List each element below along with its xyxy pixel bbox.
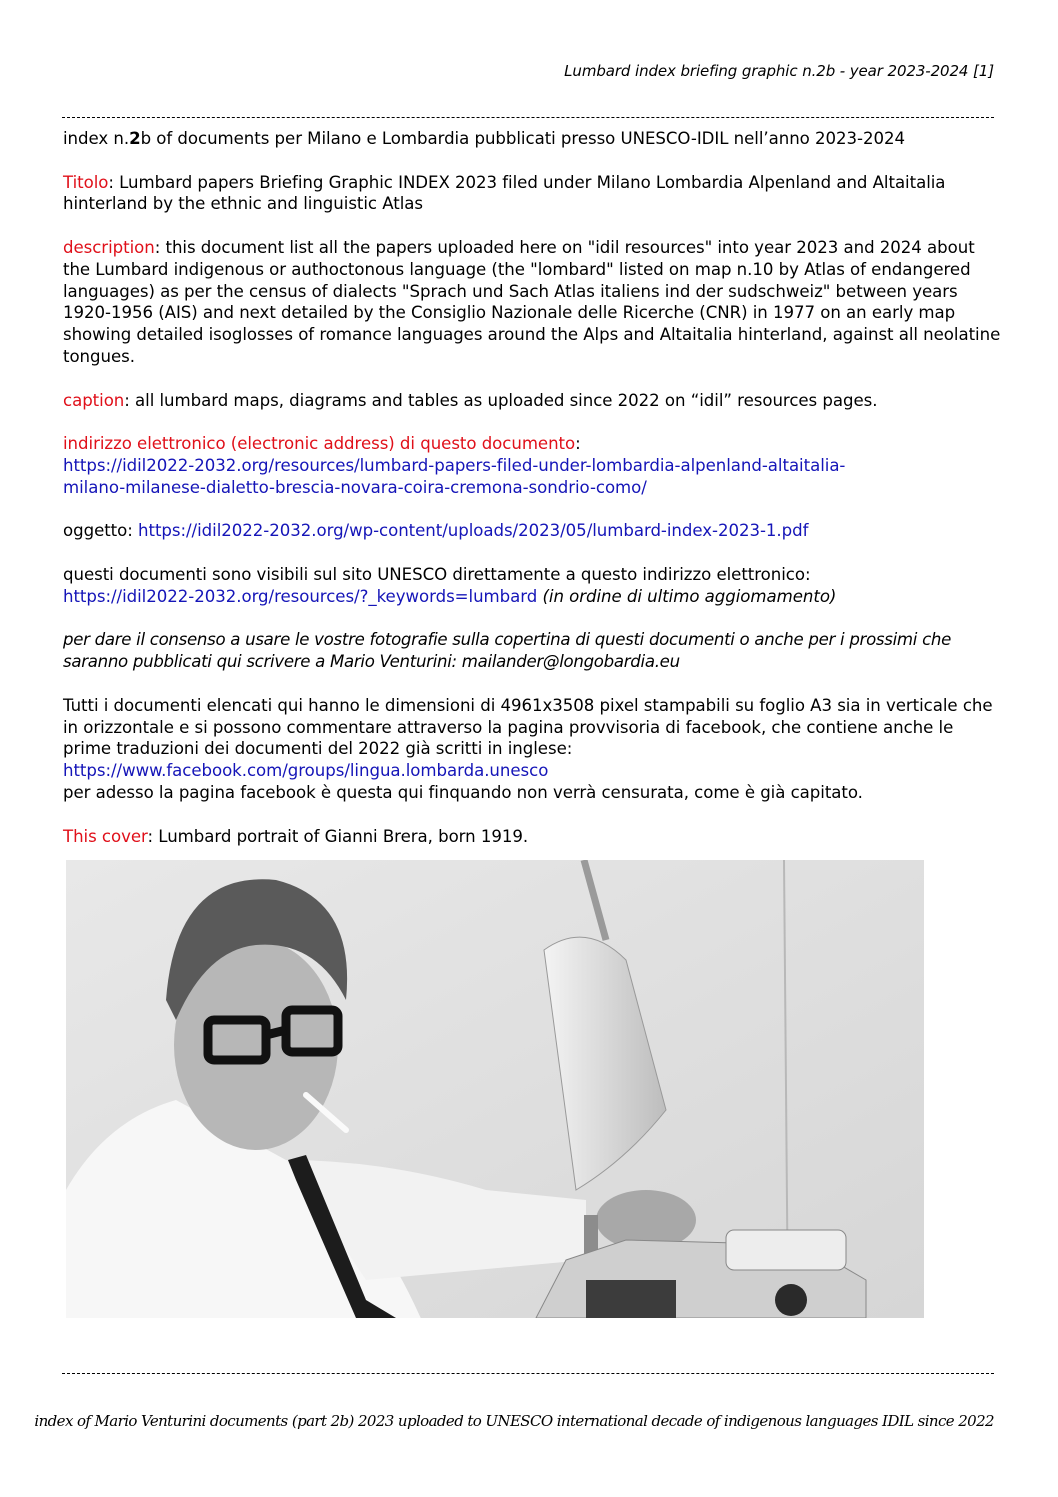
document-body	[63, 128, 1003, 869]
cover-label: This cover	[63, 826, 148, 846]
visibility-paragraph	[63, 564, 1003, 608]
oggetto-label: oggetto:	[63, 521, 139, 541]
resources-search-link[interactable]: https://idil2022-2032.org/resources/?_keywords=lumbard	[63, 586, 538, 606]
dimensions-paragraph	[63, 695, 1003, 804]
description-paragraph	[63, 237, 1003, 368]
address-paragraph	[63, 433, 1003, 498]
wristwatch	[584, 1215, 598, 1255]
document-url-link[interactable]	[63, 456, 845, 497]
document-url-line2[interactable]: milano-milanese-dialetto-brescia-novara-coira-cremona-sondrio-como/	[63, 477, 647, 497]
portrait-illustration	[66, 860, 924, 1318]
running-header: Lumbard index briefing graphic n.2b - year 2023-2024 [1]	[564, 62, 994, 80]
facebook-group-link[interactable]: https://www.facebook.com/groups/lingua.lombarda.unesco	[63, 761, 549, 781]
caption-paragraph	[63, 390, 1003, 412]
oggetto-paragraph	[63, 520, 1003, 542]
address-colon: :	[575, 434, 581, 454]
titolo-paragraph	[63, 172, 1003, 216]
cover-text: : Lumbard portrait of Gianni Brera, born 1919.	[147, 826, 529, 846]
visibility-text: questi documenti sono visibili sul sito UNESCO direttamente a questo indirizzo elettronico:	[63, 564, 811, 584]
cover-paragraph	[63, 826, 1003, 848]
bottom-dashed-divider	[62, 1373, 994, 1374]
dimensions-text: Tutti i documenti elencati qui hanno le dimensioni di 4961x3508 pixel stampabili su foglio A3 sia in verticale che in orizzontale e si possono commentare attraverso la pagina provvisoria di facebook, che contiene anche le prime traduzioni dei documenti del 2022 già scritti in inglese:	[63, 695, 993, 759]
footer-note: index of Mario Venturini documents (part 2b) 2023 uploaded to UNESCO international decade of indigenous languages IDIL since 2022	[34, 1412, 994, 1430]
titolo-text: : Lumbard papers Briefing Graphic INDEX 2023 filed under Milano Lombardia Alpenland and Altaitalia hinterland by the ethnic and linguistic Atlas	[63, 172, 946, 214]
visibility-note: (in ordine di ultimo aggiomamento)	[537, 586, 837, 606]
dimensions-after-text: per adesso la pagina facebook è questa qui finquando non verrà censurata, come è già capitato.	[63, 782, 863, 802]
address-label: indirizzo elettronico (electronic address) di questo documento	[63, 434, 576, 454]
consent-paragraph: per dare il consenso a usare le vostre fotografie sulla copertina di questi documenti o anche per i prossimi che saranno pubblicati qui scrivere a Mario Venturini: mailander@longobardia.eu	[63, 630, 952, 672]
intro-line	[63, 128, 1003, 150]
description-label: description	[63, 237, 155, 257]
document-url-line1[interactable]: https://idil2022-2032.org/resources/lumbard-papers-filed-under-lombardia-alpenland-altaitalia-	[63, 455, 846, 475]
intro-number: 2	[129, 129, 141, 148]
pdf-url-link[interactable]: https://idil2022-2032.org/wp-content/uploads/2023/05/lumbard-index-2023-1.pdf	[138, 521, 809, 541]
cover-photo	[66, 860, 924, 1318]
titolo-label: Titolo	[63, 172, 109, 192]
intro-suffix: b of documents per Milano e Lombardia pubblicati presso UNESCO-IDIL nell’anno 2023-2024	[140, 129, 906, 148]
intro-prefix: index n.	[63, 129, 130, 148]
description-text: : this document list all the papers uploaded here on "idil resources" into year 2023 and 2024 about the Lumbard indigenous or authoctonous language (the "lombard" listed on map n.10 by Atlas of endangered languages) as per the census of dialects "Sprach und Sach Atlas italiens ind der sudschweiz" between years 1920-1956 (AIS) and next detailed by the Consiglio Nazionale delle Ricerche (CNR) in 1977 on an early map showing detailed isoglosses of romance languages around the Alps and Altaitalia hinterland, against all neolatine tongues.	[63, 237, 1001, 366]
caption-label: caption	[63, 390, 125, 410]
top-dashed-divider	[62, 117, 994, 118]
caption-text: : all lumbard maps, diagrams and tables as uploaded since 2022 on “idil” resources pages.	[124, 390, 878, 410]
